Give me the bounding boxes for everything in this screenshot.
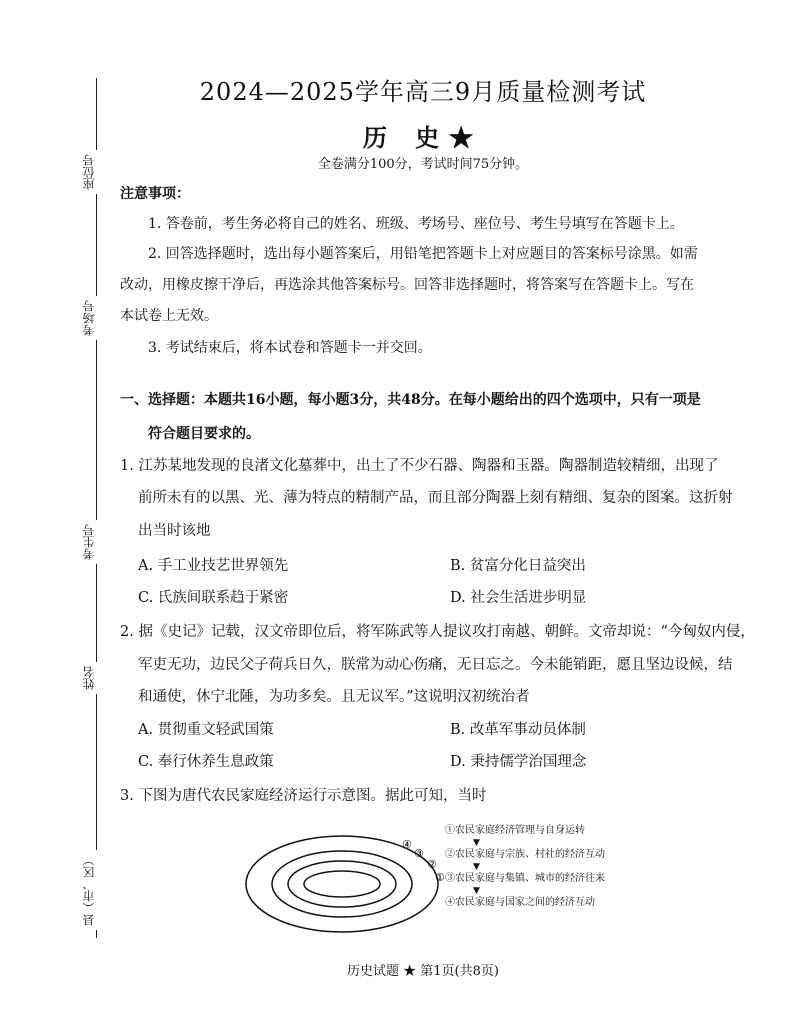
economy-ellipse-diagram	[242, 826, 445, 936]
diagram-legend	[445, 824, 615, 910]
section-heading: 一、选择题：本题共16小题，每小题3分，共48分。在每小题给出的四个选项中，只有一项是	[120, 392, 701, 408]
question-2-option-b: B. 改革军事动员体制	[450, 722, 586, 738]
notice-item-2: 2. 回答选择题时，选出每小题答案后，用铅笔把答题卡上对应题目的答案标号涂黑。如需	[148, 246, 698, 262]
question-2-option-a: A. 贯彻重文轻武国策	[138, 722, 274, 738]
seat-number-label: 座位号	[80, 150, 97, 194]
binding-margin-line	[96, 78, 97, 938]
legend-arrow-icon: ▼	[473, 886, 480, 896]
candidate-number-label: 考生号	[80, 520, 97, 564]
question-1-stem-3: 出当时该地	[138, 523, 211, 539]
legend-item-2: ②农民家庭与宗族、村社的经济互动	[445, 849, 605, 860]
ring-label-1: ①	[435, 871, 445, 884]
legend-arrow-icon: ▼	[473, 838, 480, 848]
question-1-option-d: D. 社会生活进步明显	[450, 590, 587, 606]
legend-item-3: ③农民家庭与集镇、城市的经济往来	[445, 873, 605, 884]
legend-item-1: ①农民家庭经济管理与自身运转	[445, 825, 585, 836]
subject-title: 历 史★	[362, 123, 484, 152]
question-1-option-c: C. 氏族间联系趋于紧密	[138, 590, 289, 606]
notice-heading: 注意事项：	[120, 186, 190, 202]
ring-label-3: ③	[414, 847, 424, 860]
exam-title: 2024—2025学年高三9月质量检测考试	[199, 78, 647, 106]
county-label: 县（市、区）	[80, 850, 97, 930]
question-2-stem: 2. 据《史记》记载，汉文帝即位后，将军陈武等人提议攻打南越、朝鲜。文帝却说：“今匈奴内侵，	[120, 624, 755, 640]
question-1-stem-2: 前所未有的以黑、光、薄为特点的精制产品，而且部分陶器上刻有精细、复杂的图案。这折射	[138, 490, 733, 506]
exam-info: 全卷满分100分，考试时间75分钟。	[317, 157, 529, 172]
legend-item-4: ④农民家庭与国家之间的经济互动	[445, 897, 595, 908]
exam-room-label: 考场号	[80, 296, 97, 340]
section-heading-cont: 符合题目要求的。	[148, 426, 260, 442]
question-1-option-b: B. 贫富分化日益突出	[450, 558, 586, 574]
question-2-option-d: D. 秉持儒学治国理念	[450, 754, 587, 770]
notice-item-2-end: 本试卷上无效。	[120, 308, 218, 324]
ring-label-2: ②	[427, 858, 437, 871]
notice-item-1: 1. 答卷前，考生务必将自己的姓名、班级、考场号、座位号、考生号填写在答题卡上。	[148, 216, 684, 232]
ring-label-4: ④	[402, 838, 412, 851]
question-2-stem-2: 军吏无功，边民父子荷兵日久，朕常为动心伤痛，无日忘之。今未能销距，愿且坚边设候，结	[138, 657, 733, 673]
question-2-stem-3: 和通使，休宁北陲，为功多矣。且无议军。”这说明汉初统治者	[138, 689, 530, 705]
legend-arrow-icon: ▼	[473, 862, 480, 872]
question-1-stem: 1. 江苏某地发现的良渚文化墓葬中，出土了不少石器、陶器和玉器。陶器制造较精细，出现了	[120, 458, 719, 474]
question-1-option-a: A. 手工业技艺世界领先	[138, 558, 289, 574]
notice-item-2-cont: 改动，用橡皮擦干净后，再选涂其他答案标号。回答非选择题时，将答案写在答题卡上。写在	[120, 277, 694, 293]
question-2-option-c: C. 奉行休养生息政策	[138, 754, 274, 770]
notice-item-3: 3. 考试结束后，将本试卷和答题卡一并交回。	[148, 340, 432, 356]
question-3-stem: 3. 下图为唐代农民家庭经济运行示意图。据此可知，当时	[120, 788, 487, 804]
name-label: 姓名	[80, 662, 97, 694]
ellipse-ring-1	[304, 871, 380, 897]
page-footer: 历史试题 ★ 第1页(共8页)	[347, 964, 499, 979]
exam-page	[120, 0, 755, 1010]
